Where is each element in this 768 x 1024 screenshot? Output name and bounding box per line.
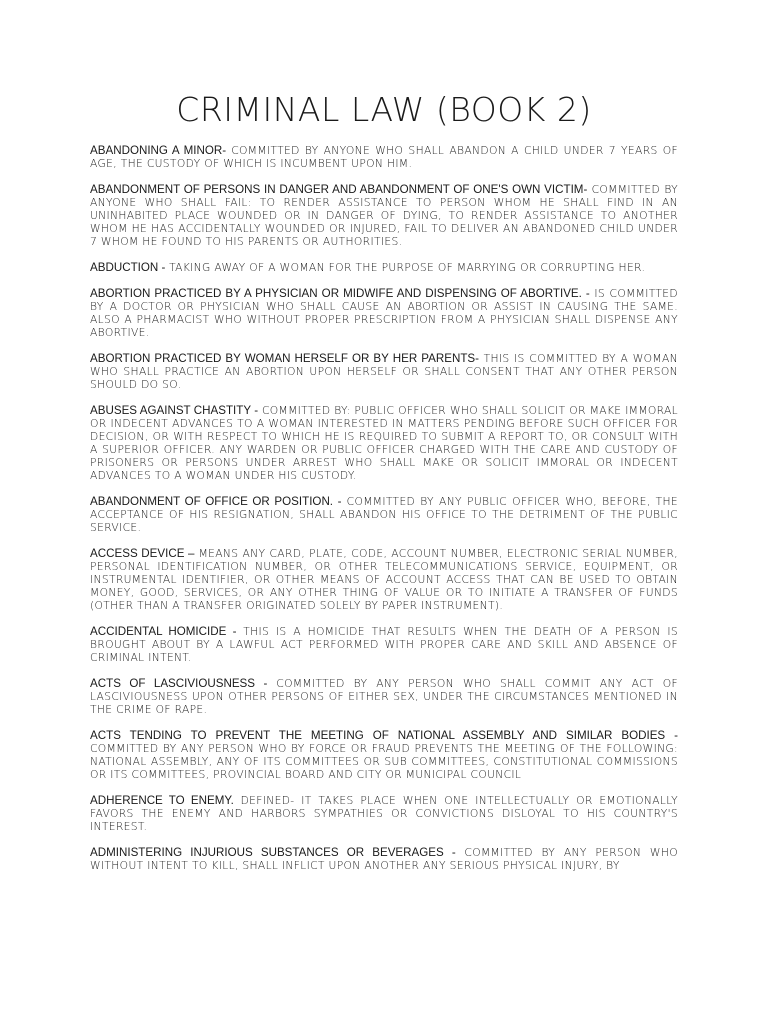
glossary-entry — [90, 495, 678, 534]
entry-term: ACTS TENDING TO PREVENT THE MEETING OF NATIONAL ASSEMBLY AND SIMILAR BODIES - — [90, 729, 678, 742]
glossary-entry — [90, 183, 678, 248]
entry-definition: THIS IS A HOMICIDE THAT RESULTS WHEN THE DEATH OF A PERSON IS BROUGHT ABOUT BY A LAWFUL ACT PERFORMED WITH PROPER CARE AND SKILL AND ABSENCE OF CRIMINAL INTENT. — [90, 625, 678, 664]
entry-term: ABANDONMENT OF PERSONS IN DANGER AND ABANDONMENT OF ONE'S OWN VICTIM- — [90, 183, 588, 196]
entry-term: ADHERENCE TO ENEMY. — [90, 794, 234, 807]
glossary-entry — [90, 352, 678, 391]
entry-definition: IS COMMITTED BY A DOCTOR OR PHYSICIAN WHO SHALL CAUSE AN ABORTION OR ASSIST IN CAUSING THE SAME. ALSO A PHARMACIST WHO WITHOUT PROPER PRESCRIPTION FROM A PHYSICIAN SHALL DISPENSE ANY ABORTIVE. — [90, 287, 678, 339]
entry-term: ACCIDENTAL HOMICIDE - — [90, 625, 237, 638]
entry-term: ABORTION PRACTICED BY WOMAN HERSELF OR BY HER PARENTS- — [90, 352, 480, 365]
entry-term: ABDUCTION - — [90, 261, 166, 274]
entry-definition: COMMITTED BY ANY PERSON WHO WITHOUT INTENT TO KILL, SHALL INFLICT UPON ANOTHER ANY SERIOUS PHYSICAL INJURY, BY — [90, 846, 678, 872]
entry-definition: COMMITTED BY ANYONE WHO SHALL FAIL: TO RENDER ASSISTANCE TO PERSON WHOM HE SHALL FIND IN AN UNINHABITED PLACE WOUNDED OR IN DANGER OF DYING, TO RENDER ASSISTANCE TO ANOTHER WHOM HE HAS ACCIDENTALLY WOUNDED OR INJURED, FAIL TO DELIVER AN ABANDONED CHILD UNDER 7 WHOM HE FOUND TO HIS PARENTS OR AUTHORITIES. — [90, 183, 678, 248]
glossary-entry — [90, 729, 678, 781]
entry-term: ABANDONING A MINOR- — [90, 144, 227, 157]
glossary-entry — [90, 794, 678, 833]
entry-definition: TAKING AWAY OF A WOMAN FOR THE PURPOSE OF MARRYING OR CORRUPTING HER. — [165, 261, 646, 274]
entry-term: ACTS OF LASCIVIOUSNESS - — [90, 677, 268, 690]
glossary-entry — [90, 677, 678, 716]
entry-term: ABORTION PRACTICED BY A PHYSICIAN OR MIDWIFE AND DISPENSING OF ABORTIVE. - — [90, 287, 590, 300]
document-page — [90, 90, 678, 885]
glossary-entry — [90, 261, 678, 274]
entry-definition: THIS IS COMMITTED BY A WOMAN WHO SHALL PRACTICE AN ABORTION UPON HERSELF OR SHALL CONSENT THAT ANY OTHER PERSON SHOULD DO SO. — [90, 352, 678, 391]
entry-term: ABUSES AGAINST CHASTITY - — [90, 404, 259, 417]
entry-term: ACCESS DEVICE – — [90, 547, 195, 560]
entry-definition: MEANS ANY CARD, PLATE, CODE, ACCOUNT NUMBER, ELECTRONIC SERIAL NUMBER, PERSONAL IDENTIFICATION NUMBER, OR OTHER TELECOMMUNICATIONS SERVICE, EQUIPMENT, OR INSTRUMENTAL IDENTIFIER, OR OTHER MEANS OF ACCOUNT ACCESS THAT CAN BE USED TO OBTAIN MONEY, GOOD, SERVICES, OR ANY OTHER THING OF VALUE OR TO INITIATE A TRANSFER OF FUNDS (OTHER THAN A TRANSFER ORIGINATED SOLELY BY PAPER INSTRUMENT). — [90, 547, 679, 612]
entry-definition: COMMITTED BY ANYONE WHO SHALL ABANDON A CHILD UNDER 7 YEARS OF AGE, THE CUSTODY OF WHICH IS INCUMBENT UPON HIM. — [90, 144, 678, 170]
entry-definition: COMMITTED BY ANY PERSON WHO SHALL COMMIT ANY ACT OF LASCIVIOUSNESS UPON OTHER PERSONS OF EITHER SEX, UNDER THE CIRCUMSTANCES MENTIONED IN THE CRIME OF RAPE. — [90, 677, 678, 716]
glossary-entry — [90, 625, 678, 664]
entry-definition: COMMITTED BY ANY PUBLIC OFFICER WHO, BEFORE, THE ACCEPTANCE OF HIS RESIGNATION, SHALL ABANDON HIS OFFICE TO THE DETRIMENT OF THE PUBLIC SERVICE. — [90, 495, 679, 534]
entry-definition: COMMITTED BY: PUBLIC OFFICER WHO SHALL SOLICIT OR MAKE IMMORAL OR INDECENT ADVANCES TO A WOMAN INTERESTED IN MATTERS PENDING BEFORE SUCH OFFICER FOR DECISION, OR WITH RESPECT TO WHICH HE IS REQUIRED TO SUBMIT A REPORT TO, OR CONSULT WITH A SUPERIOR OFFICER. ANY WARDEN OR PUBLIC OFFICER CHARGED WITH THE CARE AND CUSTODY OF PRISONERS OR PERSONS UNDER ARREST WHO SHALL MAKE OR SOLICIT IMMORAL OR INDECENT ADVANCES TO A WOMAN UNDER HIS CUSTODY. — [90, 404, 678, 482]
page-title: CRIMINAL LAW (BOOK 2) — [176, 90, 592, 129]
glossary-entry — [90, 404, 678, 482]
glossary-entry — [90, 144, 678, 170]
entry-term: ABANDONMENT OF OFFICE OR POSITION. - — [90, 495, 342, 508]
glossary-entry — [90, 846, 678, 872]
glossary-entry — [90, 547, 678, 612]
entry-definition: DEFINED- IT TAKES PLACE WHEN ONE INTELLECTUALLY OR EMOTIONALLY FAVORS THE ENEMY AND HARBORS SYMPATHIES OR CONVICTIONS DISLOYAL TO HIS COUNTRY'S INTEREST. — [90, 794, 679, 833]
entry-term: ADMINISTERING INJURIOUS SUBSTANCES OR BEVERAGES - — [90, 846, 456, 859]
glossary-entry — [90, 287, 678, 339]
entry-definition: COMMITTED BY ANY PERSON WHO BY FORCE OR FRAUD PREVENTS THE MEETING OF THE FOLLOWING: NATIONAL ASSEMBLY, ANY OF ITS COMMITTEES OR SUB COMMITTEES, CONSTITUTIONAL COMMISSIONS OR ITS COMMITTEES, PROVINCIAL BOARD AND CITY OR MUNICIPAL COUNCIL — [90, 742, 678, 781]
